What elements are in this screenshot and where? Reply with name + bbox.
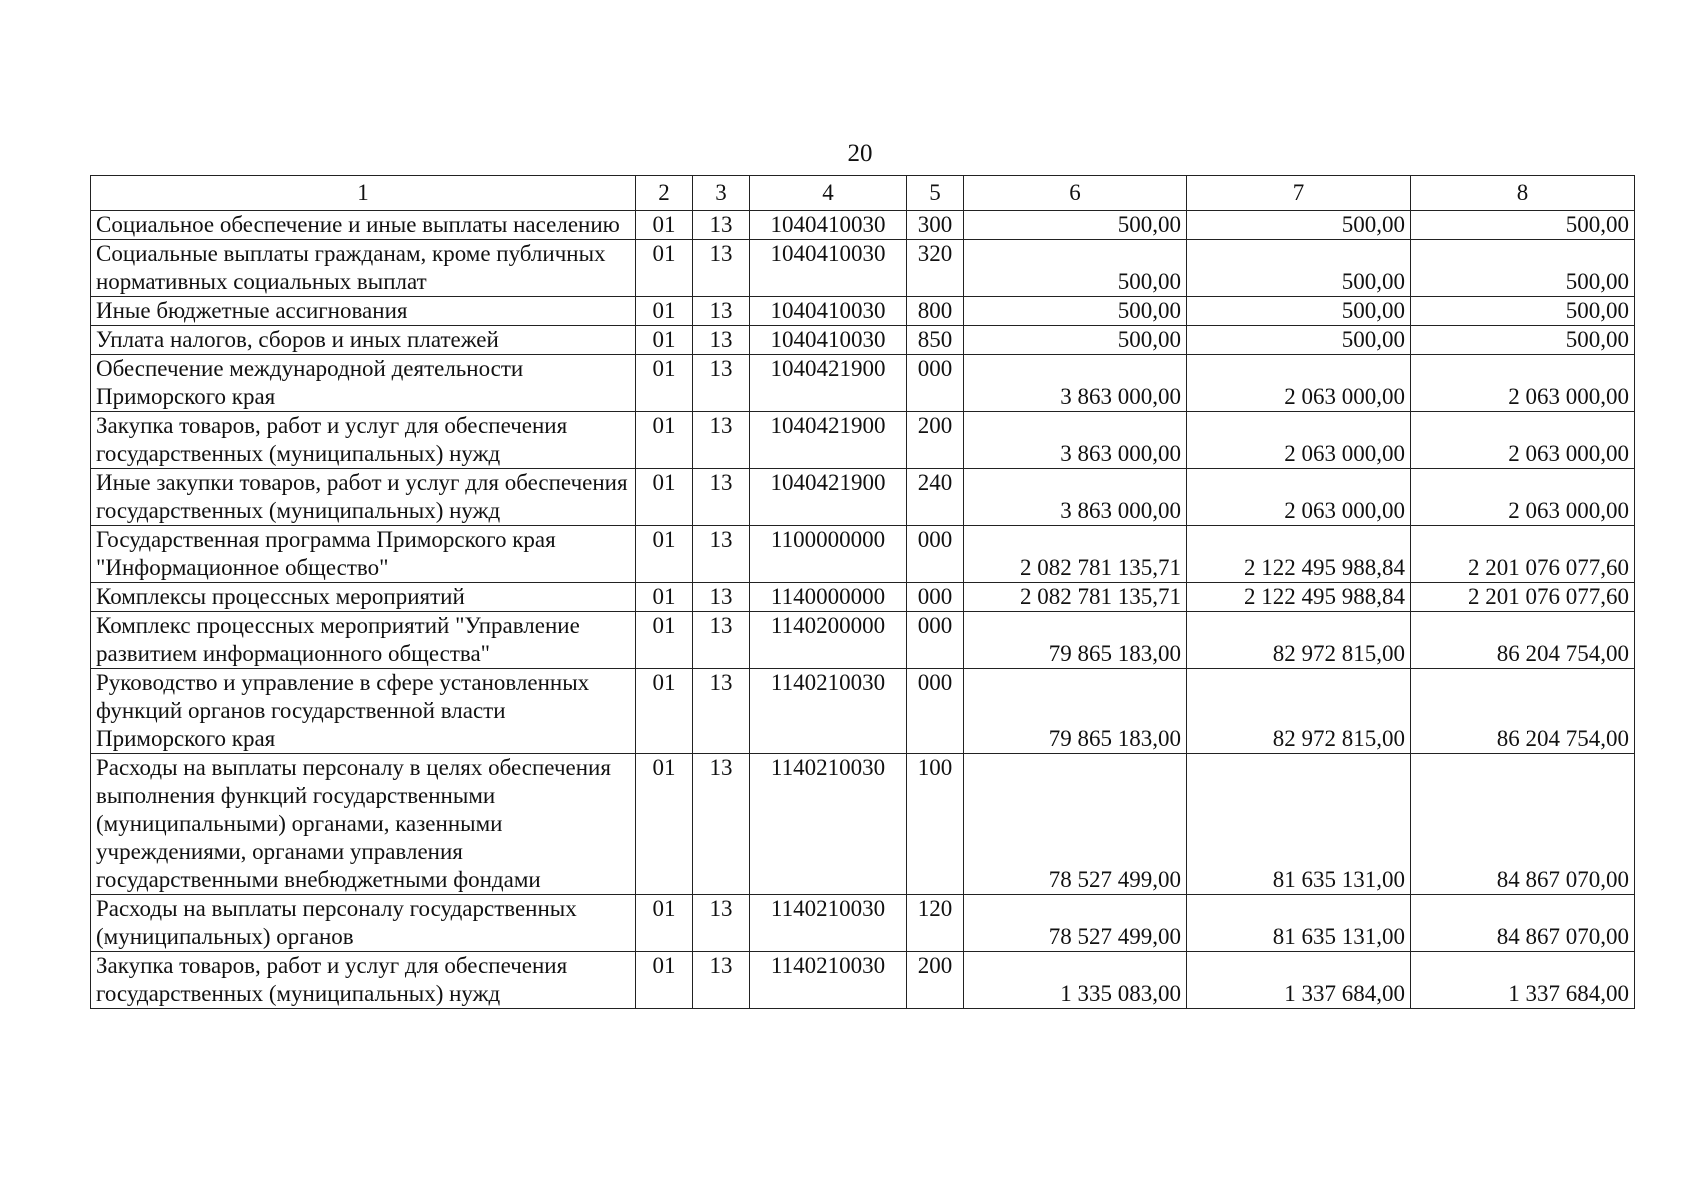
amount-cell: 500,00: [1187, 297, 1411, 326]
amount-cell: 2 201 076 077,60: [1411, 526, 1635, 583]
subsection-code-cell: 13: [693, 211, 750, 240]
amount-cell: 500,00: [964, 211, 1187, 240]
expense-type-cell: 000: [907, 612, 964, 669]
amount-cell: 500,00: [1187, 240, 1411, 297]
item-name-cell: Расходы на выплаты персоналу государственных (муниципальных) органов: [91, 895, 636, 952]
section-code-cell: 01: [636, 355, 693, 412]
target-article-cell: 1040421900: [750, 469, 907, 526]
amount-cell: 1 337 684,00: [1187, 952, 1411, 1009]
table-row: [91, 240, 1635, 297]
subsection-code-cell: 13: [693, 526, 750, 583]
table-body: [91, 211, 1635, 1009]
header-row: [91, 176, 1635, 211]
target-article-cell: 1040421900: [750, 412, 907, 469]
table-row: [91, 355, 1635, 412]
item-name-cell: Иные бюджетные ассигнования: [91, 297, 636, 326]
target-article-cell: 1100000000: [750, 526, 907, 583]
expense-type-cell: 100: [907, 754, 964, 895]
column-header: 7: [1187, 176, 1411, 211]
target-article-cell: 1140200000: [750, 612, 907, 669]
table-row: [91, 612, 1635, 669]
table-row: [91, 952, 1635, 1009]
amount-cell: 500,00: [964, 240, 1187, 297]
table-row: [91, 583, 1635, 612]
subsection-code-cell: 13: [693, 612, 750, 669]
amount-cell: 2 201 076 077,60: [1411, 583, 1635, 612]
section-code-cell: 01: [636, 895, 693, 952]
amount-cell: 2 063 000,00: [1411, 469, 1635, 526]
section-code-cell: 01: [636, 669, 693, 754]
subsection-code-cell: 13: [693, 297, 750, 326]
amount-cell: 500,00: [1411, 297, 1635, 326]
amount-cell: 86 204 754,00: [1411, 612, 1635, 669]
amount-cell: 82 972 815,00: [1187, 669, 1411, 754]
table-row: [91, 895, 1635, 952]
table-row: [91, 754, 1635, 895]
item-name-cell: Закупка товаров, работ и услуг для обеспечения государственных (муниципальных) нужд: [91, 412, 636, 469]
amount-cell: 86 204 754,00: [1411, 669, 1635, 754]
amount-cell: 2 082 781 135,71: [964, 583, 1187, 612]
amount-cell: 2 122 495 988,84: [1187, 526, 1411, 583]
budget-table: [90, 175, 1635, 1009]
expense-type-cell: 000: [907, 526, 964, 583]
amount-cell: 3 863 000,00: [964, 469, 1187, 526]
expense-type-cell: 240: [907, 469, 964, 526]
item-name-cell: Обеспечение международной деятельности Приморского края: [91, 355, 636, 412]
section-code-cell: 01: [636, 211, 693, 240]
item-name-cell: Иные закупки товаров, работ и услуг для обеспечения государственных (муниципальных) нужд: [91, 469, 636, 526]
target-article-cell: 1040410030: [750, 240, 907, 297]
amount-cell: 1 335 083,00: [964, 952, 1187, 1009]
item-name-cell: Расходы на выплаты персоналу в целях обеспечения выполнения функций государственными (муниципальными) органами, казенными учреждениями, органами управления государственными внебюджетными фондами: [91, 754, 636, 895]
target-article-cell: 1140210030: [750, 952, 907, 1009]
amount-cell: 2 063 000,00: [1187, 355, 1411, 412]
target-article-cell: 1040410030: [750, 326, 907, 355]
amount-cell: 2 063 000,00: [1187, 412, 1411, 469]
subsection-code-cell: 13: [693, 895, 750, 952]
section-code-cell: 01: [636, 754, 693, 895]
amount-cell: 79 865 183,00: [964, 669, 1187, 754]
section-code-cell: 01: [636, 612, 693, 669]
target-article-cell: 1140210030: [750, 895, 907, 952]
table-row: [91, 211, 1635, 240]
amount-cell: 78 527 499,00: [964, 895, 1187, 952]
expense-type-cell: 200: [907, 952, 964, 1009]
expense-type-cell: 000: [907, 669, 964, 754]
subsection-code-cell: 13: [693, 754, 750, 895]
subsection-code-cell: 13: [693, 326, 750, 355]
amount-cell: 3 863 000,00: [964, 355, 1187, 412]
table-row: [91, 469, 1635, 526]
table-header: [91, 176, 1635, 211]
section-code-cell: 01: [636, 526, 693, 583]
section-code-cell: 01: [636, 297, 693, 326]
amount-cell: 81 635 131,00: [1187, 895, 1411, 952]
section-code-cell: 01: [636, 583, 693, 612]
expense-type-cell: 800: [907, 297, 964, 326]
amount-cell: 78 527 499,00: [964, 754, 1187, 895]
amount-cell: 2 063 000,00: [1187, 469, 1411, 526]
section-code-cell: 01: [636, 469, 693, 526]
expense-type-cell: 850: [907, 326, 964, 355]
section-code-cell: 01: [636, 412, 693, 469]
amount-cell: 500,00: [1411, 211, 1635, 240]
section-code-cell: 01: [636, 952, 693, 1009]
column-header: 3: [693, 176, 750, 211]
amount-cell: 500,00: [964, 326, 1187, 355]
amount-cell: 1 337 684,00: [1411, 952, 1635, 1009]
subsection-code-cell: 13: [693, 240, 750, 297]
expense-type-cell: 320: [907, 240, 964, 297]
item-name-cell: Социальное обеспечение и иные выплаты населению: [91, 211, 636, 240]
column-header: 1: [91, 176, 636, 211]
subsection-code-cell: 13: [693, 669, 750, 754]
amount-cell: 81 635 131,00: [1187, 754, 1411, 895]
column-header: 5: [907, 176, 964, 211]
table-row: [91, 297, 1635, 326]
column-header: 2: [636, 176, 693, 211]
amount-cell: 500,00: [964, 297, 1187, 326]
subsection-code-cell: 13: [693, 355, 750, 412]
amount-cell: 3 863 000,00: [964, 412, 1187, 469]
amount-cell: 79 865 183,00: [964, 612, 1187, 669]
expense-type-cell: 200: [907, 412, 964, 469]
table-row: [91, 669, 1635, 754]
amount-cell: 2 063 000,00: [1411, 412, 1635, 469]
item-name-cell: Руководство и управление в сфере установленных функций органов государственной власти Приморского края: [91, 669, 636, 754]
expense-type-cell: 000: [907, 355, 964, 412]
amount-cell: 2 082 781 135,71: [964, 526, 1187, 583]
page-number: 20: [847, 140, 873, 167]
item-name-cell: Уплата налогов, сборов и иных платежей: [91, 326, 636, 355]
item-name-cell: Комплекс процессных мероприятий "Управление развитием информационного общества": [91, 612, 636, 669]
column-header: 6: [964, 176, 1187, 211]
item-name-cell: Социальные выплаты гражданам, кроме публичных нормативных социальных выплат: [91, 240, 636, 297]
table-row: [91, 412, 1635, 469]
amount-cell: 84 867 070,00: [1411, 895, 1635, 952]
subsection-code-cell: 13: [693, 412, 750, 469]
amount-cell: 2 122 495 988,84: [1187, 583, 1411, 612]
amount-cell: 82 972 815,00: [1187, 612, 1411, 669]
item-name-cell: Комплексы процессных мероприятий: [91, 583, 636, 612]
target-article-cell: 1140000000: [750, 583, 907, 612]
amount-cell: 84 867 070,00: [1411, 754, 1635, 895]
table-row: [91, 526, 1635, 583]
amount-cell: 500,00: [1187, 211, 1411, 240]
target-article-cell: 1040410030: [750, 297, 907, 326]
amount-cell: 2 063 000,00: [1411, 355, 1635, 412]
expense-type-cell: 000: [907, 583, 964, 612]
table-row: [91, 326, 1635, 355]
target-article-cell: 1140210030: [750, 754, 907, 895]
item-name-cell: Государственная программа Приморского края "Информационное общество": [91, 526, 636, 583]
expense-type-cell: 300: [907, 211, 964, 240]
target-article-cell: 1040421900: [750, 355, 907, 412]
amount-cell: 500,00: [1187, 326, 1411, 355]
column-header: 4: [750, 176, 907, 211]
target-article-cell: 1040410030: [750, 211, 907, 240]
amount-cell: 500,00: [1411, 326, 1635, 355]
target-article-cell: 1140210030: [750, 669, 907, 754]
expense-type-cell: 120: [907, 895, 964, 952]
item-name-cell: Закупка товаров, работ и услуг для обеспечения государственных (муниципальных) нужд: [91, 952, 636, 1009]
subsection-code-cell: 13: [693, 583, 750, 612]
subsection-code-cell: 13: [693, 952, 750, 1009]
subsection-code-cell: 13: [693, 469, 750, 526]
section-code-cell: 01: [636, 326, 693, 355]
column-header: 8: [1411, 176, 1635, 211]
section-code-cell: 01: [636, 240, 693, 297]
amount-cell: 500,00: [1411, 240, 1635, 297]
